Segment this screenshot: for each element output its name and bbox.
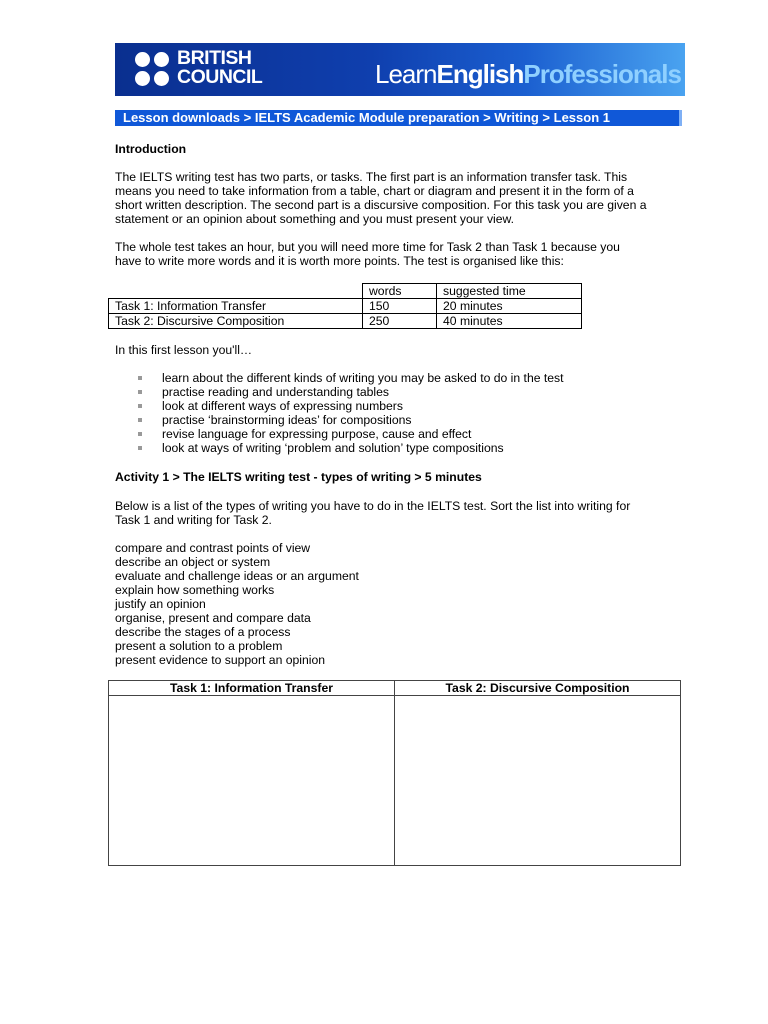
list-item: present a solution to a problem bbox=[115, 639, 283, 653]
lesson-objectives-list bbox=[138, 371, 564, 455]
intro-paragraph-2: The whole test takes an hour, but you will need more time for Task 2 than Task 1 because you have to write more words and it is worth more points. The test is organised like this: bbox=[115, 240, 620, 268]
sorting-table bbox=[108, 680, 681, 866]
task-1-column-header: Task 1: Information Transfer bbox=[109, 681, 395, 696]
table-cell: Task 2: Discursive Composition bbox=[109, 314, 363, 329]
bullet-icon bbox=[138, 446, 142, 450]
list-item: evaluate and challenge ideas or an argument bbox=[115, 569, 359, 583]
task-2-column-header: Task 2: Discursive Composition bbox=[395, 681, 681, 696]
bullet-icon bbox=[138, 390, 142, 394]
table-row bbox=[109, 314, 582, 329]
intro-paragraph-1: The IELTS writing test has two parts, or tasks. The first part is an information transfer task. This means you need to take information from a table, chart or diagram and present it in the form of a short written description. The second part is a discursive composition. For this task you are given a statement or an opinion about something and you must present your view. bbox=[115, 170, 647, 226]
table-header-row bbox=[109, 284, 582, 299]
test-structure-table bbox=[108, 283, 582, 329]
table-cell bbox=[109, 284, 363, 299]
list-item: describe an object or system bbox=[115, 555, 271, 569]
list-item: explain how something works bbox=[115, 583, 275, 597]
intro-heading: Introduction bbox=[115, 142, 187, 156]
list-item: practise reading and understanding tables bbox=[138, 385, 564, 399]
org-name: BRITISH COUNCIL bbox=[177, 47, 263, 88]
list-item: justify an opinion bbox=[115, 597, 206, 611]
table-cell: suggested time bbox=[437, 284, 582, 299]
table-row bbox=[109, 696, 681, 866]
table-cell: Task 1: Information Transfer bbox=[109, 299, 363, 314]
table-cell: 250 bbox=[363, 314, 437, 329]
writing-types-list bbox=[115, 541, 685, 667]
brand-wordmark: LearnEnglishProfessionals bbox=[375, 59, 681, 89]
activity-1-instructions: Below is a list of the types of writing you have to do in the IELTS test. Sort the list into writing for Task 1 and writing for Task 2. bbox=[115, 499, 631, 527]
british-council-logo-icon bbox=[135, 52, 171, 88]
list-item: revise language for expressing purpose, cause and effect bbox=[138, 427, 564, 441]
bullet-icon bbox=[138, 418, 142, 422]
table-header-row bbox=[109, 681, 681, 696]
list-item: describe the stages of a process bbox=[115, 625, 291, 639]
table-cell: 40 minutes bbox=[437, 314, 582, 329]
bullet-icon bbox=[138, 404, 142, 408]
header-banner bbox=[115, 43, 685, 96]
list-item: look at ways of writing ‘problem and solution’ type compositions bbox=[138, 441, 564, 455]
task-1-answer-cell[interactable] bbox=[109, 696, 395, 866]
list-item: learn about the different kinds of writing you may be asked to do in the test bbox=[138, 371, 564, 385]
lesson-intro: In this first lesson you'll… bbox=[115, 343, 253, 357]
breadcrumb[interactable]: Lesson downloads > IELTS Academic Module preparation > Writing > Lesson 1 bbox=[115, 110, 682, 126]
bullet-icon bbox=[138, 432, 142, 436]
activity-1-heading: Activity 1 > The IELTS writing test - types of writing > 5 minutes bbox=[115, 470, 482, 484]
task-2-answer-cell[interactable] bbox=[395, 696, 681, 866]
bullet-icon bbox=[138, 376, 142, 380]
list-item: present evidence to support an opinion bbox=[115, 653, 326, 667]
table-row bbox=[109, 299, 582, 314]
list-item: organise, present and compare data bbox=[115, 611, 311, 625]
list-item: look at different ways of expressing numbers bbox=[138, 399, 564, 413]
table-cell: 150 bbox=[363, 299, 437, 314]
table-cell: 20 minutes bbox=[437, 299, 582, 314]
list-item: practise ‘brainstorming ideas’ for compositions bbox=[138, 413, 564, 427]
table-cell: words bbox=[363, 284, 437, 299]
list-item: compare and contrast points of view bbox=[115, 541, 311, 555]
